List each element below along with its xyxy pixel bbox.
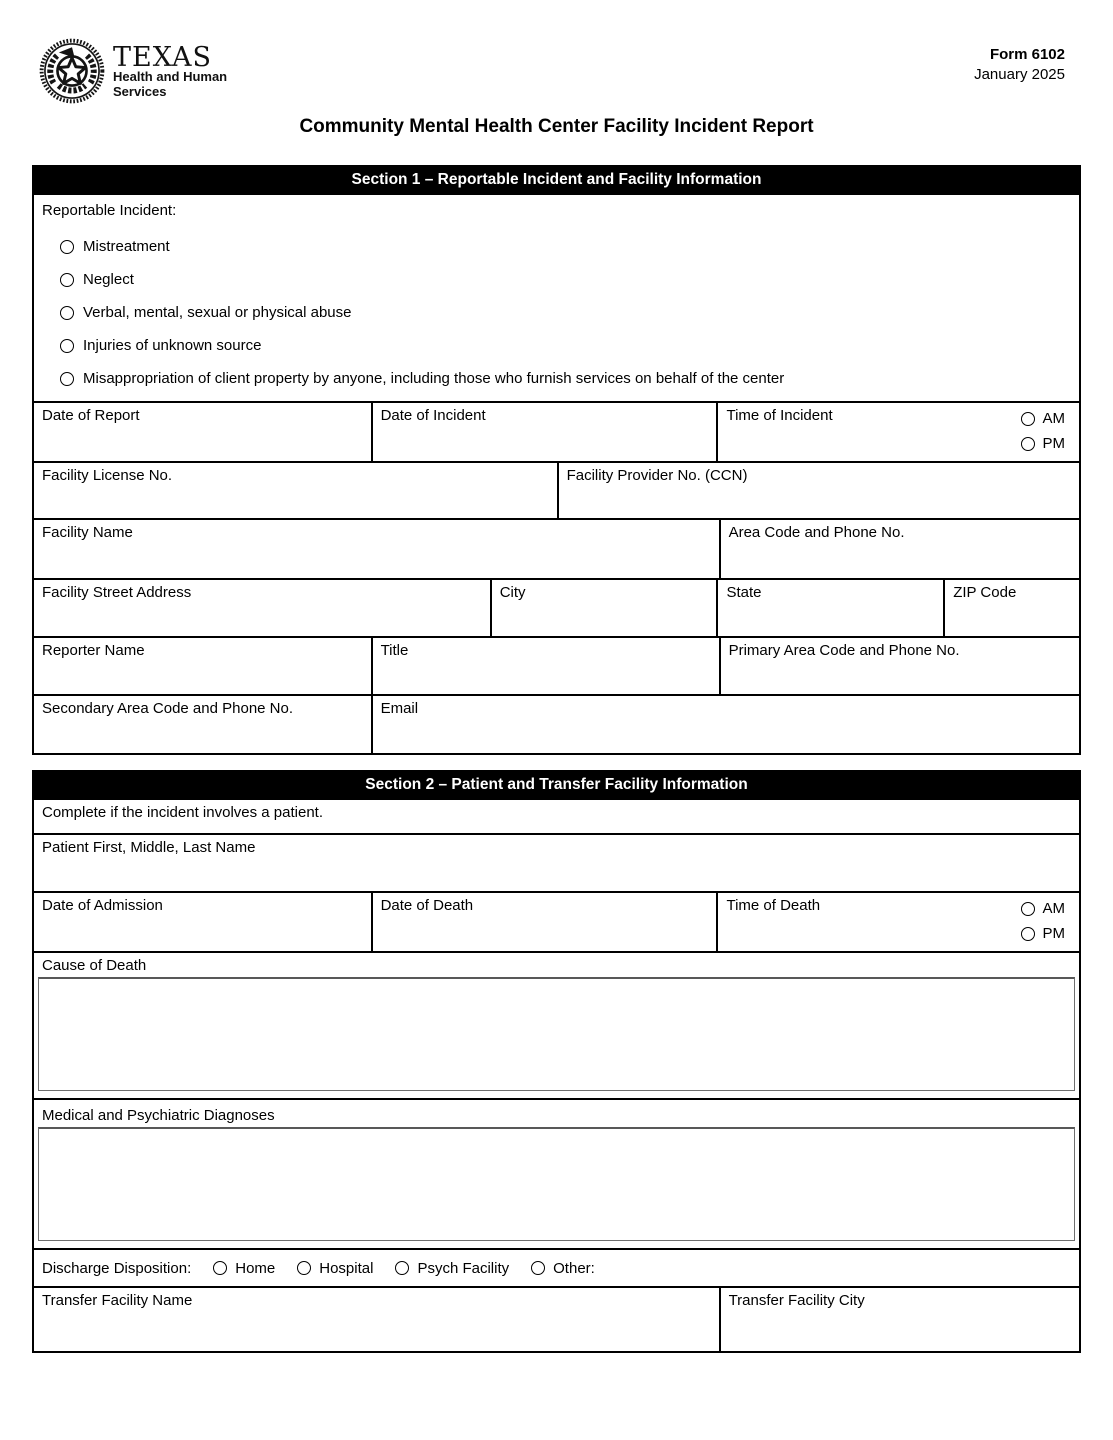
admission-death-row xyxy=(34,893,1079,953)
address-row xyxy=(34,580,1079,638)
cause-of-death-label: Cause of Death xyxy=(42,957,147,974)
radio-abuse[interactable] xyxy=(60,306,74,320)
date-of-report-label: Date of Report xyxy=(42,407,140,424)
radio-death-am[interactable] xyxy=(1021,902,1035,916)
license-row xyxy=(34,463,1079,520)
discharge-disposition-group xyxy=(34,1250,1079,1286)
radio-death-pm[interactable] xyxy=(1021,927,1035,941)
reporter-row xyxy=(34,638,1079,696)
reporter-name-field[interactable] xyxy=(34,638,373,694)
date-of-admission-field[interactable] xyxy=(34,893,373,951)
facility-provider-no-field[interactable] xyxy=(559,463,1079,518)
incident-option-abuse[interactable] xyxy=(60,296,1071,329)
section2-table xyxy=(32,800,1081,1353)
section2-note xyxy=(34,800,1079,833)
date-time-row xyxy=(34,403,1079,463)
discharge-option-other[interactable] xyxy=(531,1260,595,1277)
section2-header: Section 2 – Patient and Transfer Facility Information xyxy=(32,770,1081,800)
secondary-phone-label: Secondary Area Code and Phone No. xyxy=(42,700,294,717)
logo-sub-text-1: Health and Human xyxy=(113,69,228,85)
time-of-death-field[interactable] xyxy=(718,893,1079,951)
section2-note-row xyxy=(34,800,1079,835)
facility-street-address-field[interactable] xyxy=(34,580,492,636)
texas-hhs-logo xyxy=(39,38,227,104)
cause-of-death-textarea[interactable] xyxy=(38,977,1075,1091)
texas-hhs-seal-icon xyxy=(39,38,105,104)
discharge-option-label: Hospital xyxy=(319,1259,374,1277)
discharge-option-label: Psych Facility xyxy=(417,1259,510,1277)
page-title: Community Mental Health Center Facility Incident Report xyxy=(299,116,814,137)
date-of-death-label: Date of Death xyxy=(380,897,474,914)
facility-street-address-label: Facility Street Address xyxy=(42,584,192,601)
time-of-incident-label: Time of Incident xyxy=(726,407,833,424)
incident-options-list xyxy=(42,230,1071,395)
diagnoses-label: Medical and Psychiatric Diagnoses xyxy=(42,1107,275,1124)
date-of-incident-field[interactable] xyxy=(373,403,719,461)
radio-home[interactable] xyxy=(213,1261,227,1275)
area-code-phone-field[interactable] xyxy=(721,520,1079,578)
am-pm-group xyxy=(1021,897,1071,942)
reportable-incident-label: Reportable Incident: xyxy=(42,202,177,219)
reportable-incident-row xyxy=(34,195,1079,403)
discharge-option-home[interactable] xyxy=(213,1260,275,1277)
time-of-death-label: Time of Death xyxy=(726,897,821,914)
facility-name-field[interactable] xyxy=(34,520,721,578)
area-code-phone-label: Area Code and Phone No. xyxy=(728,524,905,541)
patient-name-label: Patient First, Middle, Last Name xyxy=(42,839,256,856)
incident-option-label: Misappropriation of client property by anyone, including those who furnish services on behalf of the center xyxy=(83,370,785,387)
reporter-title-label: Title xyxy=(380,642,409,659)
incident-option-label: Verbal, mental, sexual or physical abuse xyxy=(83,304,352,321)
radio-other[interactable] xyxy=(531,1261,545,1275)
section1-table xyxy=(32,195,1081,755)
incident-option-label: Neglect xyxy=(83,271,134,288)
transfer-facility-row xyxy=(34,1288,1079,1351)
incident-option-label: Injuries of unknown source xyxy=(83,337,262,354)
radio-mistreatment[interactable] xyxy=(60,240,74,254)
zip-code-field[interactable] xyxy=(945,580,1079,636)
form-date: January 2025 xyxy=(974,66,1065,84)
diagnoses-row xyxy=(34,1100,1079,1250)
incident-option-neglect[interactable] xyxy=(60,263,1071,296)
pm-option[interactable] xyxy=(1021,925,1065,942)
incident-option-label: Mistreatment xyxy=(83,238,170,255)
pm-label: PM xyxy=(1042,435,1065,452)
facility-provider-no-label: Facility Provider No. (CCN) xyxy=(566,467,748,484)
radio-psych-facility[interactable] xyxy=(395,1261,409,1275)
facility-license-no-label: Facility License No. xyxy=(42,467,173,484)
transfer-facility-city-field[interactable] xyxy=(721,1288,1079,1351)
transfer-facility-city-label: Transfer Facility City xyxy=(728,1292,865,1309)
am-label: AM xyxy=(1042,410,1065,427)
state-label: State xyxy=(726,584,762,601)
pm-label: PM xyxy=(1042,925,1065,942)
diagnoses-textarea[interactable] xyxy=(38,1127,1075,1241)
patient-name-field[interactable] xyxy=(34,835,1079,891)
incident-option-mistreatment[interactable] xyxy=(60,230,1071,263)
date-of-admission-label: Date of Admission xyxy=(42,897,163,914)
date-of-incident-label: Date of Incident xyxy=(380,407,486,424)
discharge-disposition-label: Discharge Disposition: xyxy=(42,1259,192,1277)
logo-brand-text: TEXAS xyxy=(113,42,212,73)
logo-wordmark xyxy=(113,38,227,100)
discharge-option-hospital[interactable] xyxy=(297,1260,373,1277)
facility-name-row xyxy=(34,520,1079,580)
am-option[interactable] xyxy=(1021,410,1065,427)
discharge-option-psych-facility[interactable] xyxy=(395,1260,509,1277)
discharge-option-label: Home xyxy=(235,1259,276,1277)
radio-incident-am[interactable] xyxy=(1021,412,1035,426)
radio-neglect[interactable] xyxy=(60,273,74,287)
primary-phone-field[interactable] xyxy=(721,638,1079,694)
radio-misappropriation[interactable] xyxy=(60,372,74,386)
transfer-facility-name-label: Transfer Facility Name xyxy=(42,1292,193,1309)
secondary-phone-field[interactable] xyxy=(34,696,373,753)
section1-header: Section 1 – Reportable Incident and Facility Information xyxy=(32,165,1081,195)
email-label: Email xyxy=(380,700,419,717)
radio-incident-pm[interactable] xyxy=(1021,437,1035,451)
discharge-option-label: Other: xyxy=(553,1259,595,1277)
email-field[interactable] xyxy=(373,696,1079,753)
form-meta xyxy=(974,38,1081,86)
reporter-title-field[interactable] xyxy=(373,638,721,694)
state-field[interactable] xyxy=(718,580,945,636)
radio-hospital[interactable] xyxy=(297,1261,311,1275)
radio-injuries[interactable] xyxy=(60,339,74,353)
date-of-death-field[interactable] xyxy=(373,893,719,951)
reporter-name-label: Reporter Name xyxy=(42,642,145,659)
secondary-phone-row xyxy=(34,696,1079,753)
date-of-report-field[interactable] xyxy=(34,403,373,461)
city-field[interactable] xyxy=(492,580,719,636)
cause-of-death-row xyxy=(34,953,1079,1100)
transfer-facility-name-field[interactable] xyxy=(34,1288,721,1351)
discharge-row xyxy=(34,1250,1079,1288)
am-label: AM xyxy=(1042,900,1065,917)
zip-code-label: ZIP Code xyxy=(953,584,1017,601)
facility-license-no-field[interactable] xyxy=(34,463,559,518)
primary-phone-label: Primary Area Code and Phone No. xyxy=(728,642,960,659)
time-of-incident-field[interactable] xyxy=(718,403,1079,461)
facility-name-label: Facility Name xyxy=(42,524,133,541)
page-header xyxy=(32,0,1081,104)
reportable-incident-cell xyxy=(34,195,1079,401)
pm-option[interactable] xyxy=(1021,435,1065,452)
am-option[interactable] xyxy=(1021,900,1065,917)
form-number: Form 6102 xyxy=(989,46,1065,63)
patient-name-row xyxy=(34,835,1079,893)
city-label: City xyxy=(499,584,526,601)
incident-option-misappropriation[interactable] xyxy=(60,362,1071,395)
am-pm-group xyxy=(1021,407,1071,452)
section2-note-text: Complete if the incident involves a patient. xyxy=(42,804,323,821)
incident-option-injuries[interactable] xyxy=(60,329,1071,362)
logo-sub-text-2: Services xyxy=(113,84,167,100)
